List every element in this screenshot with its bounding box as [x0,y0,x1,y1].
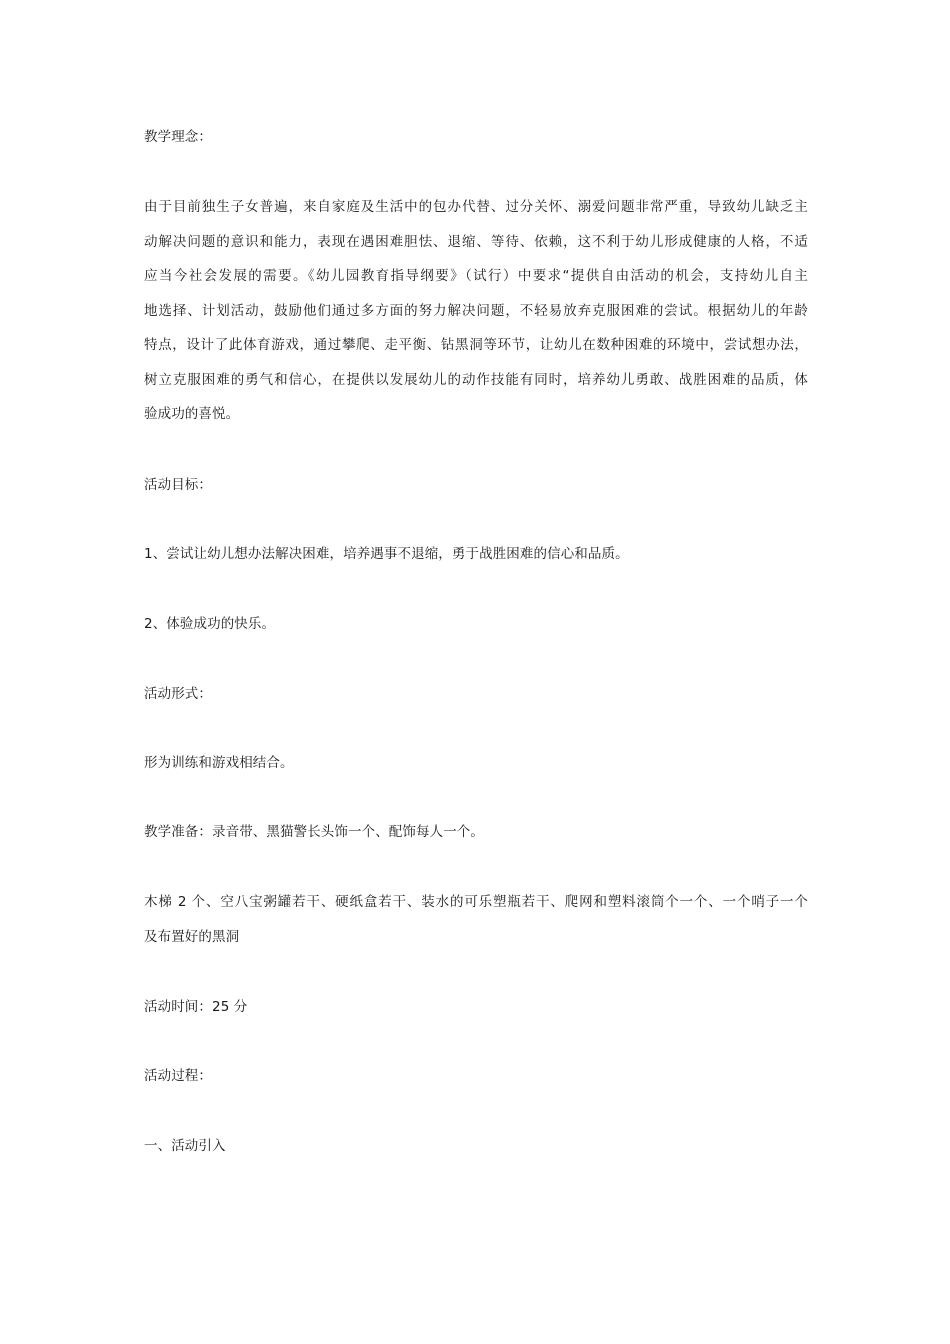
process-heading: 活动过程： [144,1068,212,1084]
paragraph-line: 树立克服困难的勇气和信心，在提供以发展幼儿的动作技能有同时，培养幼儿勇敢、战胜困难的品质，体 [144,371,808,388]
preparation-line-1: 教学准备：录音带、黑猫警长头饰一个、配饰每人一个。 [144,824,484,840]
paragraph-line: 地选择、计划活动，鼓励他们通过多方面的努力解决问题，不轻易放弃克服困难的尝试。根据幼儿的年龄 [144,302,808,319]
paragraph-line: 木梯 2 个、空八宝粥罐若干、硬纸盒若干、装水的可乐塑瓶若干、爬网和塑料滚筒个一个、一个哨子一个 [144,894,808,910]
activity-time: 活动时间：25 分 [144,999,248,1015]
philosophy-heading: 教学理念： [144,129,212,145]
goal-item-1: 1、尝试让幼儿想办法解决困难，培养遇事不退缩，勇于战胜困难的信心和品质。 [144,546,629,562]
section-heading-1: 一、活动引入 [144,1138,226,1154]
goal-item-2: 2、体验成功的快乐。 [144,616,276,632]
paragraph-line: 动解决问题的意识和能力，表现在遇困难胆怯、退缩、等待、依赖，这不利于幼儿形成健康的人格，不适 [144,233,808,250]
paragraph-line: 由于目前独生子女普遍，来自家庭及生活中的包办代替、过分关怀、溺爱问题非常严重，导致幼儿缺乏主 [144,199,808,215]
form-text: 形为训练和游戏相结合。 [144,755,294,771]
form-heading: 活动形式： [144,686,212,702]
paragraph-line: 特点，设计了此体育游戏，通过攀爬、走平衡、钻黑洞等环节，让幼儿在数种困难的环境中，尝试想办法， [144,337,808,353]
goals-heading: 活动目标： [144,477,212,493]
paragraph-line: 应当今社会发展的需要。《幼儿园教育指导纲要》（试行）中要求“提供自由活动的机会，支持幼儿自主 [144,268,808,284]
paragraph-line: 及布置好的黑洞 [144,928,240,945]
preparation-paragraph [144,892,808,961]
paragraph-line: 验成功的喜悦。 [144,406,240,422]
philosophy-paragraph [144,197,808,439]
